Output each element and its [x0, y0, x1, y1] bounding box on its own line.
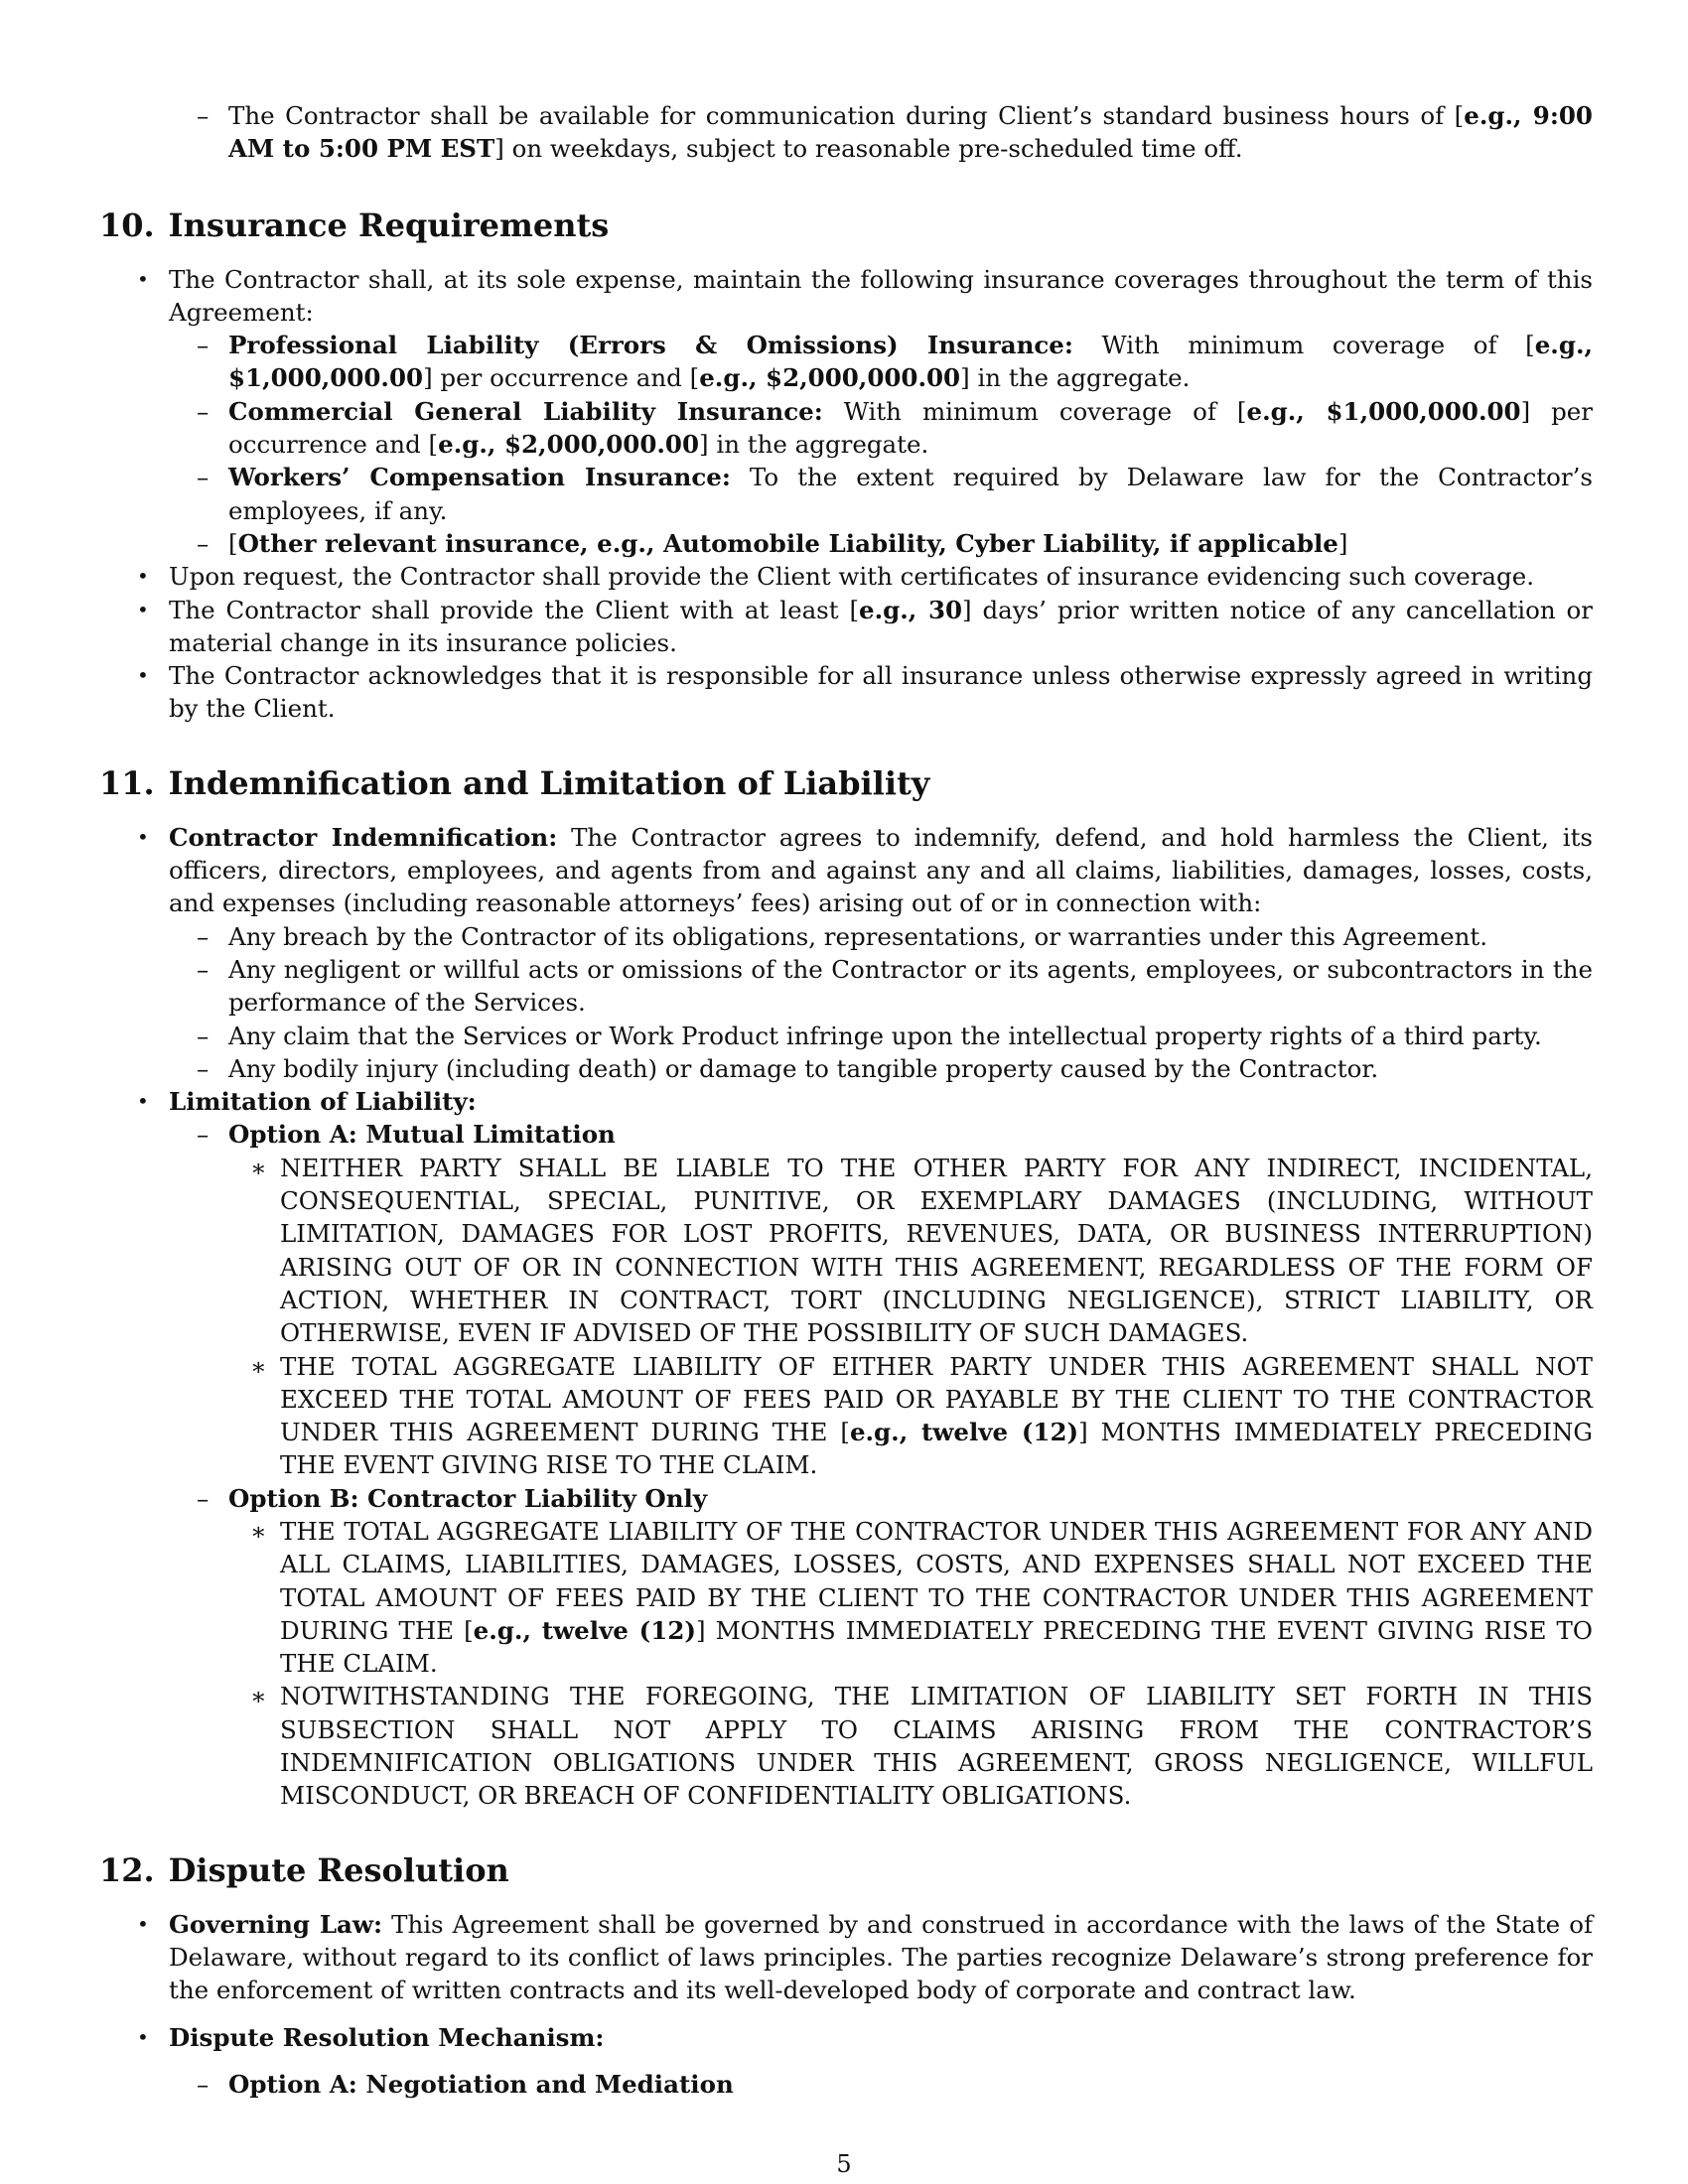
bullet-marker: •: [137, 1089, 149, 1114]
bullet-marker: •: [137, 2024, 149, 2049]
insurance-professional: – Professional Liability (Errors & Omissions) Insurance: With minimum coverage of [e.g., $1,000,000.00] per occurrence and [e.g., $2,000,000.00] in the aggregate.: [197, 331, 1594, 393]
bullet-marker: •: [137, 663, 149, 688]
indemnification-item: – Any negligent or willful acts or omissions of the Contractor or its agents, employees, or subcontractors in the performance of the Services.: [197, 954, 1593, 1018]
option-a-clause: ∗ THE TOTAL AGGREGATE LIABILITY OF EITHER PARTY UNDER THIS AGREEMENT SHALL NOT EXCEED THE TOTAL AMOUNT OF FEES PAID OR PAYABLE BY THE CLIENT TO THE CONTRACTOR UNDER THIS AGREEMENT DURING THE [e.g., twelve (12)] MONTHS IMMEDIATELY PRECEDING THE EVENT GIVING RISE TO THE CLAIM.: [250, 1351, 1593, 1480]
insurance-general-liability: – Commercial General Liability Insurance: With minimum coverage of [e.g., $1,000,000.00] per occurrence and [e.g., $2,000,000.00] in the aggregate.: [197, 396, 1594, 460]
dash-marker: –: [197, 921, 210, 951]
dash-marker: –: [197, 954, 210, 984]
option-b-heading: – Option B: Contractor Liability Only: [99, 1482, 1593, 1515]
availability-item: – The Contractor shall be available for communication during Client’s standard business hours of [e.g., 9:00 AM to 5:00 PM EST] on weekdays, subject to reasonable pre-scheduled time off.: [197, 101, 1593, 164]
dash-marker: –: [197, 1120, 210, 1150]
dash-marker: –: [197, 463, 210, 492]
dash-marker: –: [197, 396, 210, 426]
page-content: [99, 99, 1593, 2101]
option-a-clause: ∗ NEITHER PARTY SHALL BE LIABLE TO THE OTHER PARTY FOR ANY INDIRECT, INCIDENTAL, CONSEQUENTIAL, SPECIAL, PUNITIVE, OR EXEMPLARY DAMAGES (INCLUDING, WITHOUT LIMITATION, DAMAGES FOR LOST PROFITS, REVENUES, DATA, OR BUSINESS INTERRUPTION) ARISING OUT OF OR IN CONNECTION WITH THIS AGREEMENT, REGARDLESS OF THE FORM OF ACTION, WHETHER IN CONTRACT, TORT (INCLUDING NEGLIGENCE), STRICT LIABILITY, OR OTHERWISE, EVEN IF ADVISED OF THE POSSIBILITY OF SUCH DAMAGES.: [250, 1153, 1593, 1348]
contractor-indemnification: • Contractor Indemnification: The Contractor agrees to indemnify, defend, and hold harmless the Client, its officers, directors, employees, and agents from and against any and all claims, liabilities, damages, losses, costs, and expenses (including reasonable attorneys’ fees) arising out of or in connection with:: [137, 822, 1593, 918]
insurance-intro: • The Contractor shall, at its sole expense, maintain the following insurance coverages throughout the term of this Agreement:: [137, 264, 1593, 327]
insurance-other: – [Other relevant insurance, e.g., Automobile Liability, Cyber Liability, if applicable]: [99, 527, 1593, 560]
limitation-of-liability: • Limitation of Liability:: [99, 1085, 1593, 1118]
dash-marker: –: [197, 1053, 210, 1083]
page-number: 5: [836, 2150, 852, 2178]
indemnification-item: – Any breach by the Contractor of its obligations, representations, or warranties under this Agreement.: [99, 920, 1593, 953]
asterisk-marker: ∗: [250, 1516, 267, 1546]
dash-marker: –: [197, 1483, 210, 1513]
dispute-resolution-mechanism: • Dispute Resolution Mechanism:: [99, 2021, 1593, 2054]
insurance-workers-comp: – Workers’ Compensation Insurance: To the extent required by Delaware law for the Contractor’s employees, if any.: [197, 463, 1593, 525]
bullet-marker: •: [137, 564, 149, 589]
insurance-notice: • The Contractor shall provide the Client with at least [e.g., 30] days’ prior written notice of any cancellation or material change in its insurance policies.: [137, 595, 1593, 657]
section-heading-insurance: 10. Insurance Requirements: [99, 205, 610, 244]
indemnification-item: – Any claim that the Services or Work Product infringe upon the intellectual property rights of a third party.: [99, 1020, 1593, 1052]
dash-marker: –: [197, 331, 210, 360]
asterisk-marker: ∗: [250, 1153, 267, 1182]
bullet-marker: •: [137, 266, 149, 291]
bullet-marker: •: [137, 1911, 149, 1936]
dash-marker: –: [197, 1021, 210, 1050]
indemnification-item: – Any bodily injury (including death) or damage to tangible property caused by the Contractor.: [99, 1052, 1593, 1085]
option-a-heading: – Option A: Mutual Limitation: [99, 1118, 1593, 1151]
option-b-clause: ∗ THE TOTAL AGGREGATE LIABILITY OF THE CONTRACTOR UNDER THIS AGREEMENT FOR ANY AND ALL CLAIMS, LIABILITIES, DAMAGES, LOSSES, COSTS, AND EXPENSES SHALL NOT EXCEED THE TOTAL AMOUNT OF FEES PAID BY THE CLIENT TO THE CONTRACTOR UNDER THIS AGREEMENT DURING THE [e.g., twelve (12)] MONTHS IMMEDIATELY PRECEDING THE EVENT GIVING RISE TO THE CLAIM.: [250, 1516, 1593, 1679]
dash-marker: –: [197, 101, 210, 130]
option-b-clause: ∗ NOTWITHSTANDING THE FOREGOING, THE LIMITATION OF LIABILITY SET FORTH IN THIS SUBSECTION SHALL NOT APPLY TO CLAIMS ARISING FROM THE CONTRACTOR’S INDEMNIFICATION OBLIGATIONS UNDER THIS AGREEMENT, GROSS NEGLIGENCE, WILLFUL MISCONDUCT, OR BREACH OF CONFIDENTIALITY OBLIGATIONS.: [250, 1682, 1593, 1811]
asterisk-marker: ∗: [250, 1682, 267, 1711]
bullet-marker: •: [137, 597, 149, 621]
section-heading-dispute-resolution: 12. Dispute Resolution: [99, 1850, 509, 1889]
insurance-certificates: • Upon request, the Contractor shall provide the Client with certificates of insurance evidencing such coverage.: [99, 560, 1593, 593]
insurance-acknowledgement: • The Contractor acknowledges that it is responsible for all insurance unless otherwise expressly agreed in writing by the Client.: [137, 661, 1593, 724]
dispute-option-a-heading: – Option A: Negotiation and Mediation: [99, 2068, 1593, 2101]
dash-marker: –: [197, 2069, 210, 2099]
dash-marker: –: [197, 528, 210, 558]
section-heading-indemnification: 11. Indemnification and Limitation of Liability: [99, 763, 930, 802]
governing-law: • Governing Law: This Agreement shall be governed by and construed in accordance with the laws of the State of Delaware, without regard to its conflict of laws principles. The parties recognize Delaware’s strong preference for the enforcement of written contracts and its well-developed body of corporate and contract law.: [137, 1909, 1594, 2005]
bullet-marker: •: [137, 824, 149, 849]
asterisk-marker: ∗: [250, 1351, 267, 1381]
